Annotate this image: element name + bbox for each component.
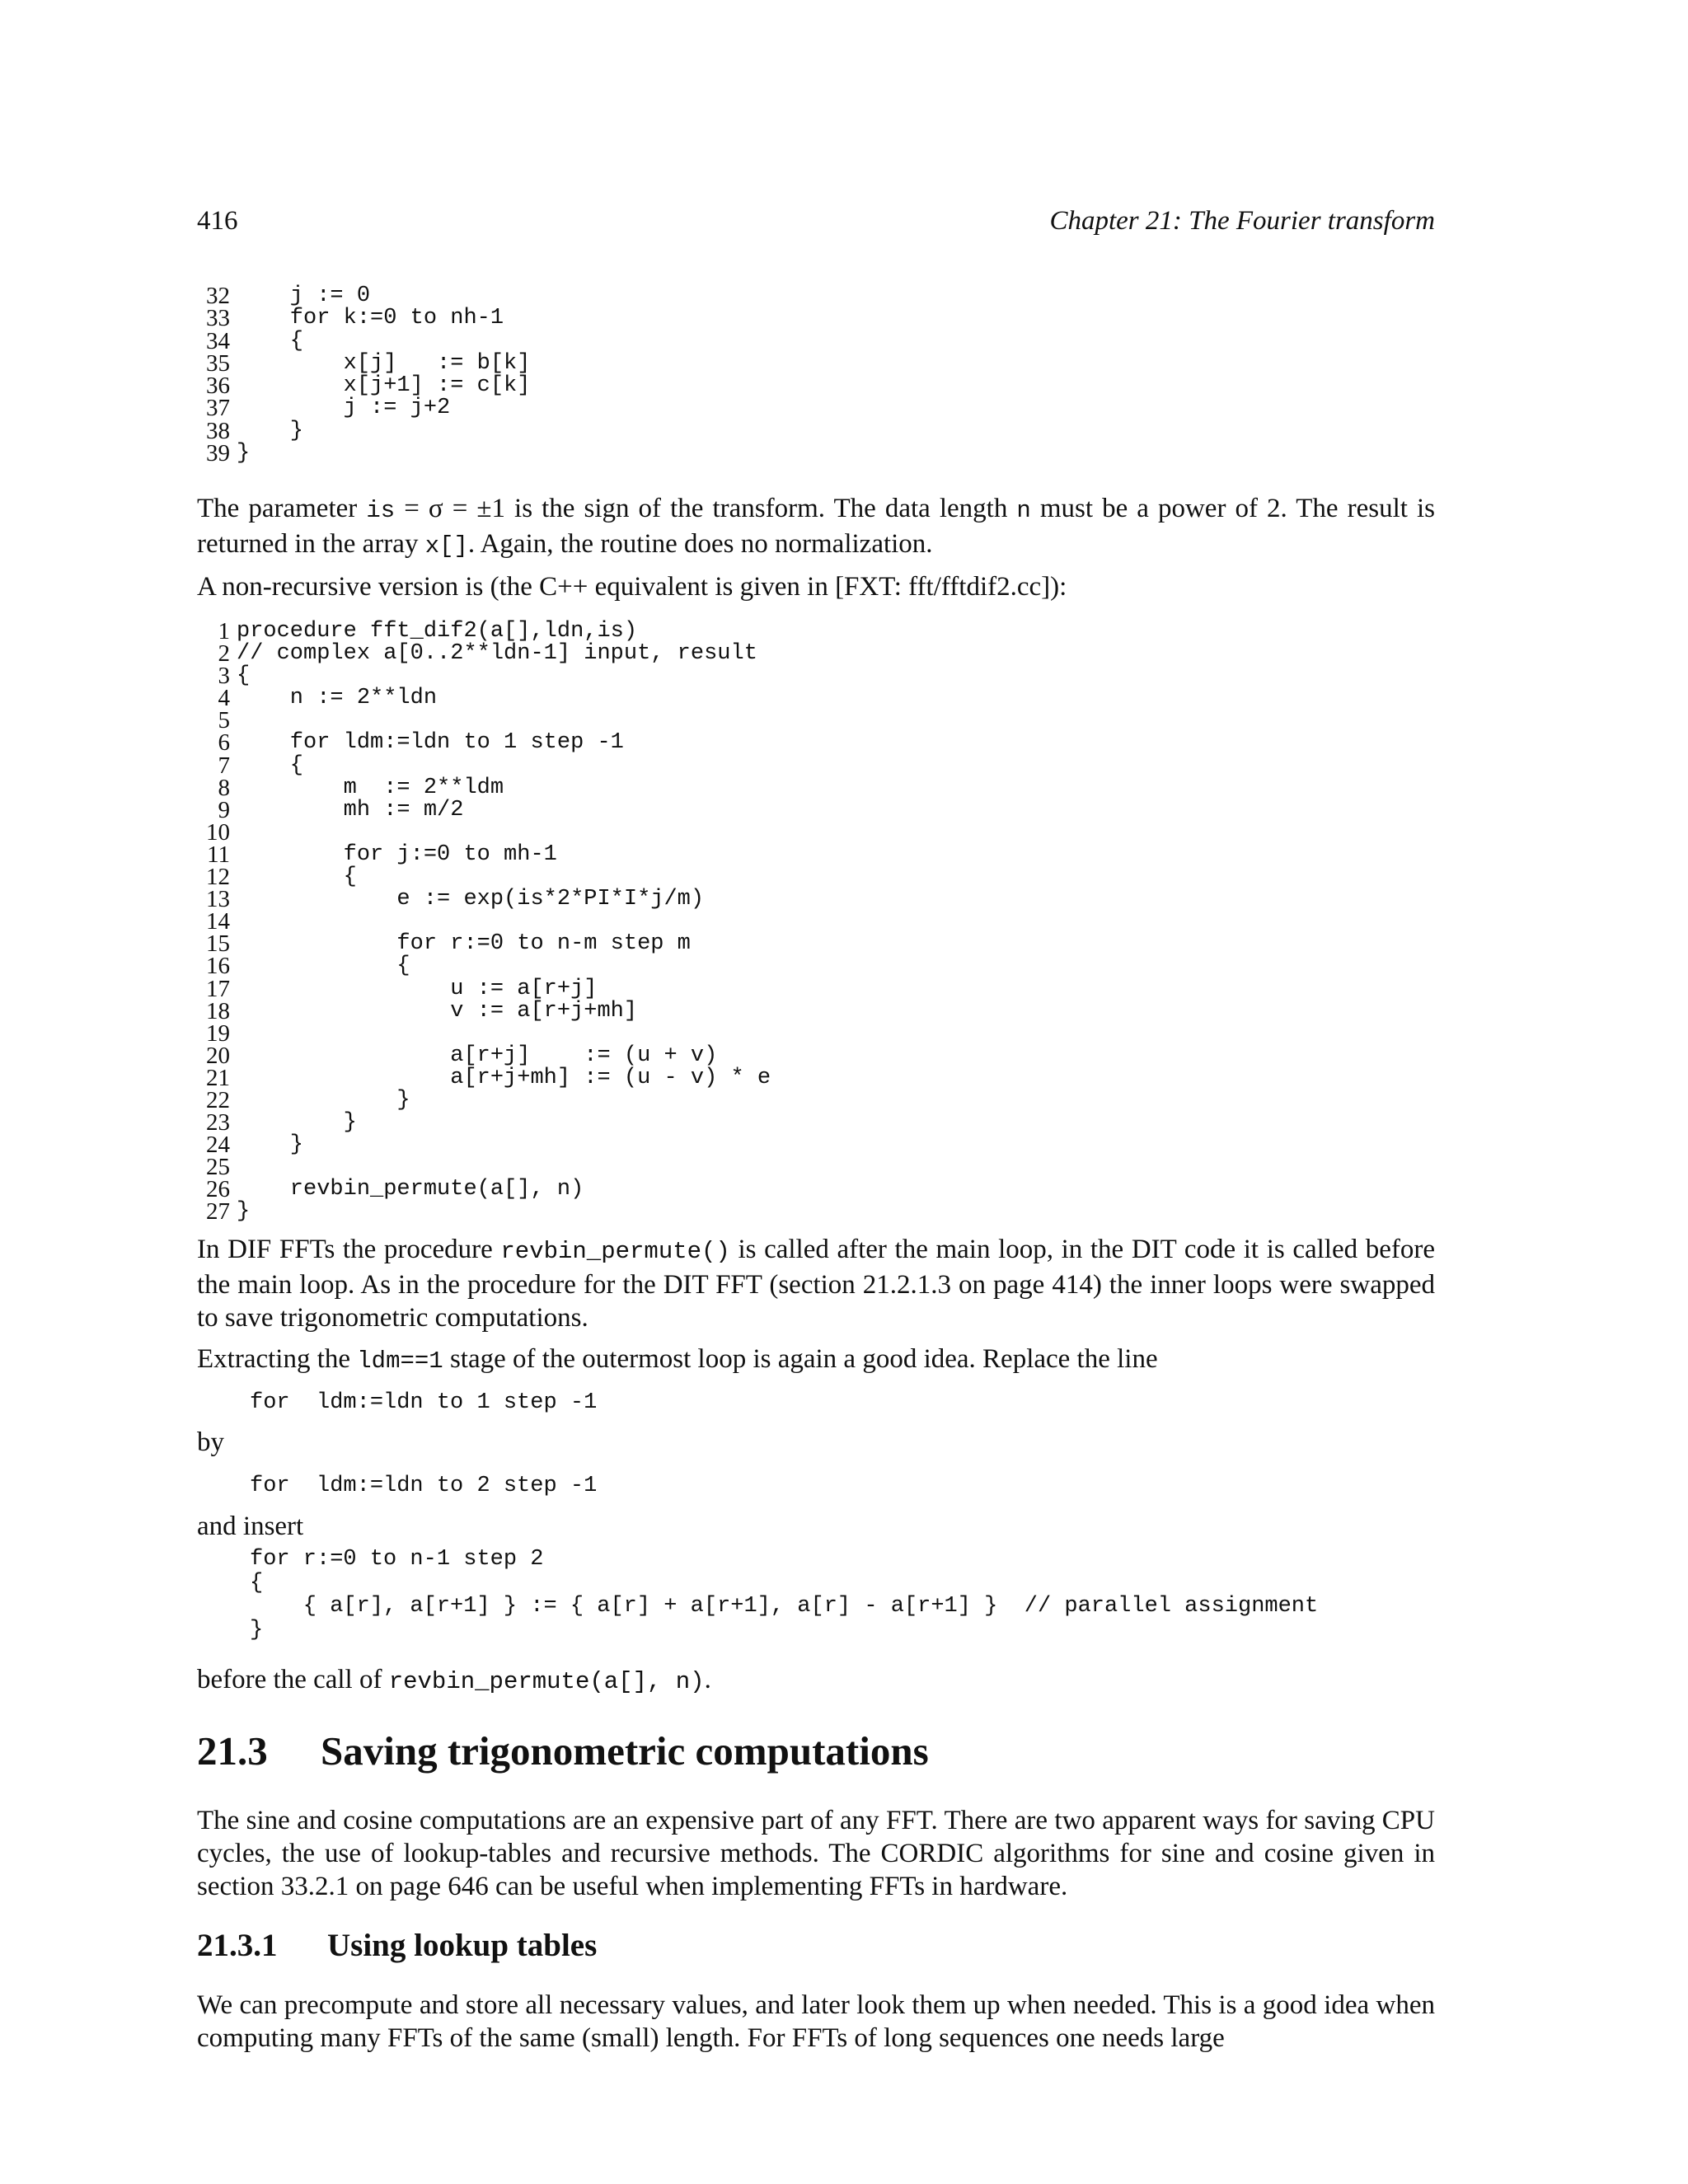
code-line: [206, 327, 530, 354]
code-line: [206, 1042, 771, 1069]
code-line: [206, 417, 530, 444]
code-text: {: [237, 865, 357, 890]
code-line: [206, 975, 771, 1002]
code-line: [206, 886, 771, 913]
line-number: 3: [218, 663, 230, 690]
code-line: [206, 1198, 771, 1226]
line-number: 12: [206, 864, 230, 891]
line-number: 26: [206, 1176, 230, 1203]
code-text: { a[r], a[r+1] } := { a[r] + a[r+1], a[r] - a[r+1] } // parallel assignment: [250, 1594, 1319, 1619]
code-snippet-insert: [250, 1548, 1318, 1642]
subsection-number: 21.3.1: [197, 1928, 278, 1963]
running-header: [197, 203, 1435, 239]
code-text: {: [237, 752, 304, 778]
line-number: 22: [206, 1086, 230, 1113]
code-line: [250, 1619, 1318, 1643]
line-number: 8: [218, 774, 230, 801]
code-text: revbin_permute(a[], n): [237, 1177, 584, 1202]
code-line: [206, 908, 771, 935]
code-text: n := 2**ldn: [237, 686, 438, 711]
chapter-title: Chapter 21: The Fourier transform: [1049, 206, 1435, 236]
section-heading: [197, 1727, 929, 1776]
line-number: 23: [206, 1109, 230, 1137]
code-text: u := a[r+j]: [237, 976, 598, 1001]
code-line: [218, 752, 771, 779]
code-text: a[r+j+mh] := (u - v) * e: [237, 1065, 771, 1090]
code-text: }: [237, 441, 251, 466]
code-line: [218, 707, 771, 734]
code-text: for k:=0 to nh-1: [237, 306, 504, 331]
section-title: Saving trigonometric computations: [321, 1728, 929, 1774]
code-line: [206, 864, 771, 891]
code-text: a[r+j] := (u + v): [237, 1043, 718, 1068]
code-listing-continued: [206, 283, 531, 467]
code-text: }: [237, 418, 304, 443]
code-text: for r:=0 to n-1 step 2: [250, 1547, 544, 1572]
code-text: for ldm:=ldn to 1 step -1: [237, 730, 624, 756]
code-text: j := 0: [237, 284, 371, 308]
line-number: 15: [206, 930, 230, 958]
inline-code-x: x[]: [424, 532, 468, 560]
line-number: 27: [206, 1198, 230, 1226]
code-line: [218, 729, 771, 757]
line-number: 2: [218, 640, 230, 668]
line-number: 20: [206, 1042, 230, 1069]
line-number: 21: [206, 1064, 230, 1091]
line-number: 36: [206, 373, 230, 400]
line-number: 14: [206, 908, 230, 935]
code-text: }: [250, 1617, 264, 1643]
code-line: [206, 818, 771, 846]
code-text: }: [237, 1132, 304, 1158]
code-line: [250, 1572, 1318, 1596]
line-number: 24: [206, 1132, 230, 1159]
subsection-heading: [197, 1926, 597, 1966]
code-line: [206, 1109, 771, 1137]
code-text: // complex a[0..2**ldn-1] input, result: [237, 641, 757, 667]
code-line: [206, 930, 771, 958]
line-number: 39: [206, 440, 230, 467]
inline-code-revbin-call: revbin_permute(a[], n): [388, 1668, 705, 1695]
code-line: [206, 1132, 771, 1159]
line-number: 33: [206, 305, 230, 332]
code-line: [206, 1019, 771, 1047]
line-number: 32: [206, 283, 230, 309]
code-text: {: [237, 328, 304, 354]
inline-code-is: is: [366, 497, 396, 524]
code-text: j := j+2: [237, 396, 451, 421]
text-by: by: [197, 1427, 224, 1457]
line-number: 37: [206, 395, 230, 422]
line-number: 5: [218, 707, 230, 734]
code-line: [206, 283, 530, 309]
code-line: [218, 663, 771, 690]
code-text: procedure fft_dif2(a[],ldn,is): [237, 619, 638, 644]
paragraph-sign-parameter: The parameter is = σ = ±1 is the sign of the transform. The data length n must be a power of 2. The result is returned in the array x[]. Again, the routine does no normalization.: [197, 494, 1435, 560]
line-number: 38: [206, 417, 230, 444]
code-line: [206, 349, 531, 377]
line-number: 34: [206, 327, 230, 354]
code-line: [206, 305, 530, 332]
line-number: 9: [218, 796, 230, 823]
line-number: 13: [206, 886, 230, 913]
paragraph-sine-cosine: The sine and cosine computations are an expensive part of any FFT. There are two apparent ways for saving CPU cycles, the use of lookup-tables and recursive methods. The CORDIC algorithms for sine and cosine given in section 33.2.1 on page 646 can be useful when implementing FFTs in hardware.: [197, 1806, 1435, 1901]
code-line: [206, 1064, 771, 1091]
code-text: }: [237, 1087, 410, 1113]
code-line: [207, 841, 771, 868]
line-number: 7: [218, 752, 230, 779]
code-text: {: [237, 954, 410, 979]
code-text: x[j+1] := c[k]: [237, 373, 531, 399]
paragraph-lookup-tables: We can precompute and store all necessary values, and later look them up when needed. This is a good idea when computing many FFTs of the same (small) length. For FFTs of long sequences one needs large: [197, 1990, 1435, 2053]
inline-code-n: n: [1016, 497, 1031, 524]
code-text: x[j] := b[k]: [237, 350, 531, 376]
code-text: v := a[r+j+mh]: [237, 998, 638, 1024]
paragraph-nonrecursive-intro: A non-recursive version is (the C++ equivalent is given in [FXT: fft/fftdif2.cc]):: [197, 572, 1067, 602]
line-number: 16: [206, 953, 230, 980]
code-snippet-with: for ldm:=ldn to 2 step -1: [250, 1474, 598, 1498]
code-line: [206, 1176, 771, 1203]
line-number: 10: [206, 818, 230, 846]
code-line: [218, 685, 771, 712]
code-text: m := 2**ldm: [237, 775, 504, 800]
page-number: 416: [197, 206, 238, 236]
text-and-insert: and insert: [197, 1511, 304, 1541]
inline-code-ldm: ldm==1: [357, 1347, 443, 1375]
code-line: [218, 618, 771, 644]
code-line: [206, 1154, 771, 1181]
code-text: }: [237, 1199, 251, 1225]
line-number: 4: [218, 685, 230, 712]
section-number: 21.3: [197, 1728, 268, 1774]
code-text: {: [250, 1570, 264, 1596]
line-number: 6: [218, 729, 230, 757]
code-text: mh := m/2: [237, 797, 464, 823]
line-number: 19: [206, 1019, 230, 1047]
code-line: [206, 1086, 771, 1113]
code-line: [250, 1548, 1318, 1572]
paragraph-dif-revbin: In DIF FFTs the procedure revbin_permute() is called after the main loop, in the DIT code it is called before the main loop. As in the procedure for the DIT FFT (section 21.2.1.3 on page 414) the inner loops were swapped to save trigonometric computations.: [197, 1235, 1435, 1333]
line-number: 35: [206, 349, 230, 377]
code-line: [218, 774, 771, 801]
code-snippet-replace: for ldm:=ldn to 1 step -1: [250, 1390, 598, 1415]
paragraph-extract-stage: Extracting the ldm==1 stage of the outermost loop is again a good idea. Replace the line: [197, 1344, 1158, 1375]
code-text: for j:=0 to mh-1: [237, 841, 557, 867]
code-line: [218, 796, 771, 823]
code-text: {: [237, 663, 251, 689]
code-line: [206, 997, 771, 1024]
code-line: [206, 953, 771, 980]
code-line: [206, 373, 531, 400]
line-number: 1: [218, 618, 230, 644]
code-text: for r:=0 to n-m step m: [237, 931, 691, 957]
line-number: 11: [207, 841, 230, 868]
code-line: [218, 640, 771, 668]
code-line: [206, 395, 530, 422]
code-listing-fft-dif2: [206, 618, 771, 1226]
code-text: }: [237, 1110, 357, 1136]
line-number: 17: [206, 975, 230, 1002]
code-line: [206, 440, 530, 467]
line-number: 18: [206, 997, 230, 1024]
paragraph-before-call: before the call of revbin_permute(a[], n).: [197, 1665, 711, 1695]
code-line: [250, 1595, 1318, 1619]
code-text: e := exp(is*2*PI*I*j/m): [237, 887, 705, 912]
line-number: 25: [206, 1154, 230, 1181]
inline-code-revbin-permute: revbin_permute(): [500, 1238, 730, 1265]
subsection-title: Using lookup tables: [327, 1928, 598, 1963]
